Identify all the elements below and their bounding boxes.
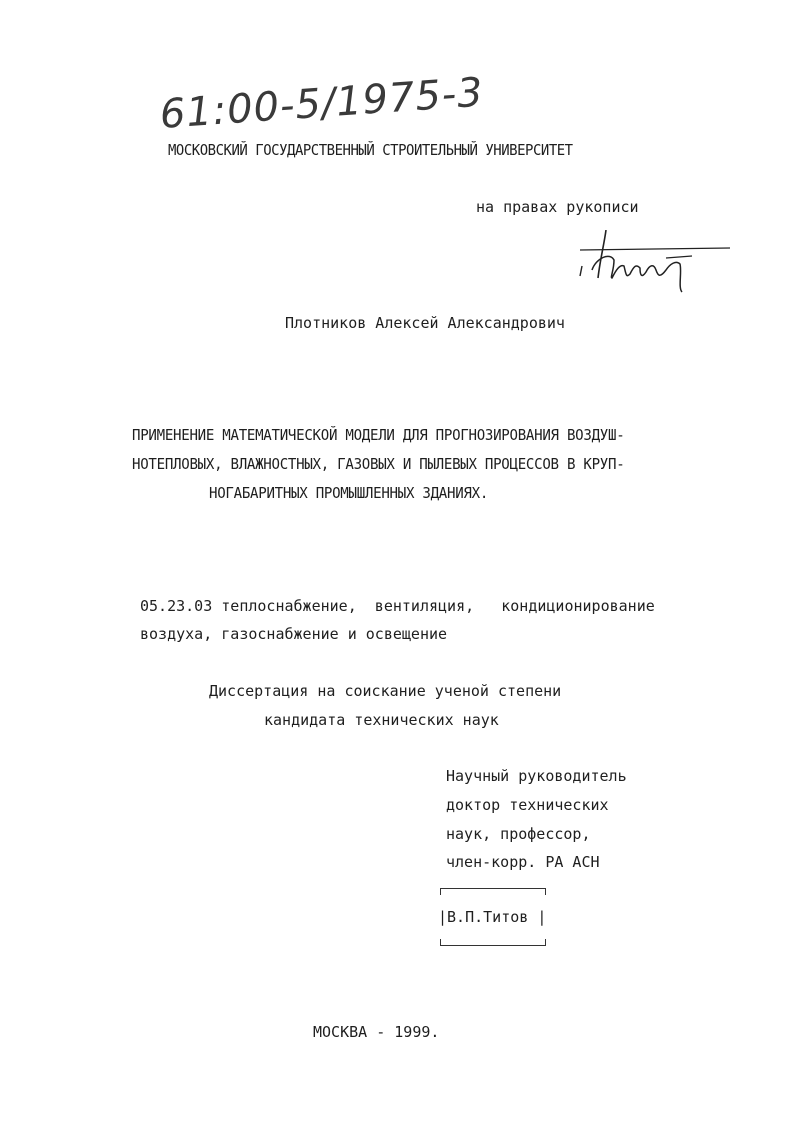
degree-statement-line: Диссертация на соискание ученой степени — [209, 682, 562, 700]
supervisor-title: наук, профессор, — [446, 825, 591, 843]
dissertation-title-line: ПРИМЕНЕНИЕ МАТЕМАТИЧЕСКОЙ МОДЕЛИ ДЛЯ ПРОГНОЗИРОВАНИЯ ВОЗДУШ- — [132, 426, 625, 444]
signature-icon — [570, 230, 740, 300]
supervisor-role: Научный руководитель — [446, 767, 627, 785]
supervisor-degree: доктор технических — [446, 796, 609, 814]
specialty-line: 05.23.03 теплоснабжение, вентиляция, кондиционирование — [140, 597, 655, 615]
dissertation-title-line: НОГАБАРИТНЫХ ПРОМЫШЛЕННЫХ ЗДАНИЯХ. — [209, 484, 489, 502]
supervisor-name: |В.П.Титов | — [438, 908, 547, 926]
archive-number-handwritten: 61:00-5/1975-3 — [158, 69, 486, 138]
dissertation-title-line: НОТЕПЛОВЫХ, ВЛАЖНОСТНЫХ, ГАЗОВЫХ И ПЫЛЕВЫХ ПРОЦЕССОВ В КРУП- — [132, 455, 625, 473]
city-year: МОСКВА - 1999. — [313, 1023, 440, 1041]
university-name: МОСКОВСКИЙ ГОСУДАРСТВЕННЫЙ СТРОИТЕЛЬНЫЙ УНИВЕРСИТЕТ — [168, 141, 573, 159]
degree-statement-line: кандидата технических наук — [264, 711, 499, 729]
manuscript-rights-note: на правах рукописи — [476, 198, 639, 216]
author-name: Плотников Алексей Александрович — [285, 314, 565, 332]
supervisor-membership: член-корр. РА АСН — [446, 853, 600, 871]
specialty-line: воздуха, газоснабжение и освещение — [140, 625, 448, 643]
